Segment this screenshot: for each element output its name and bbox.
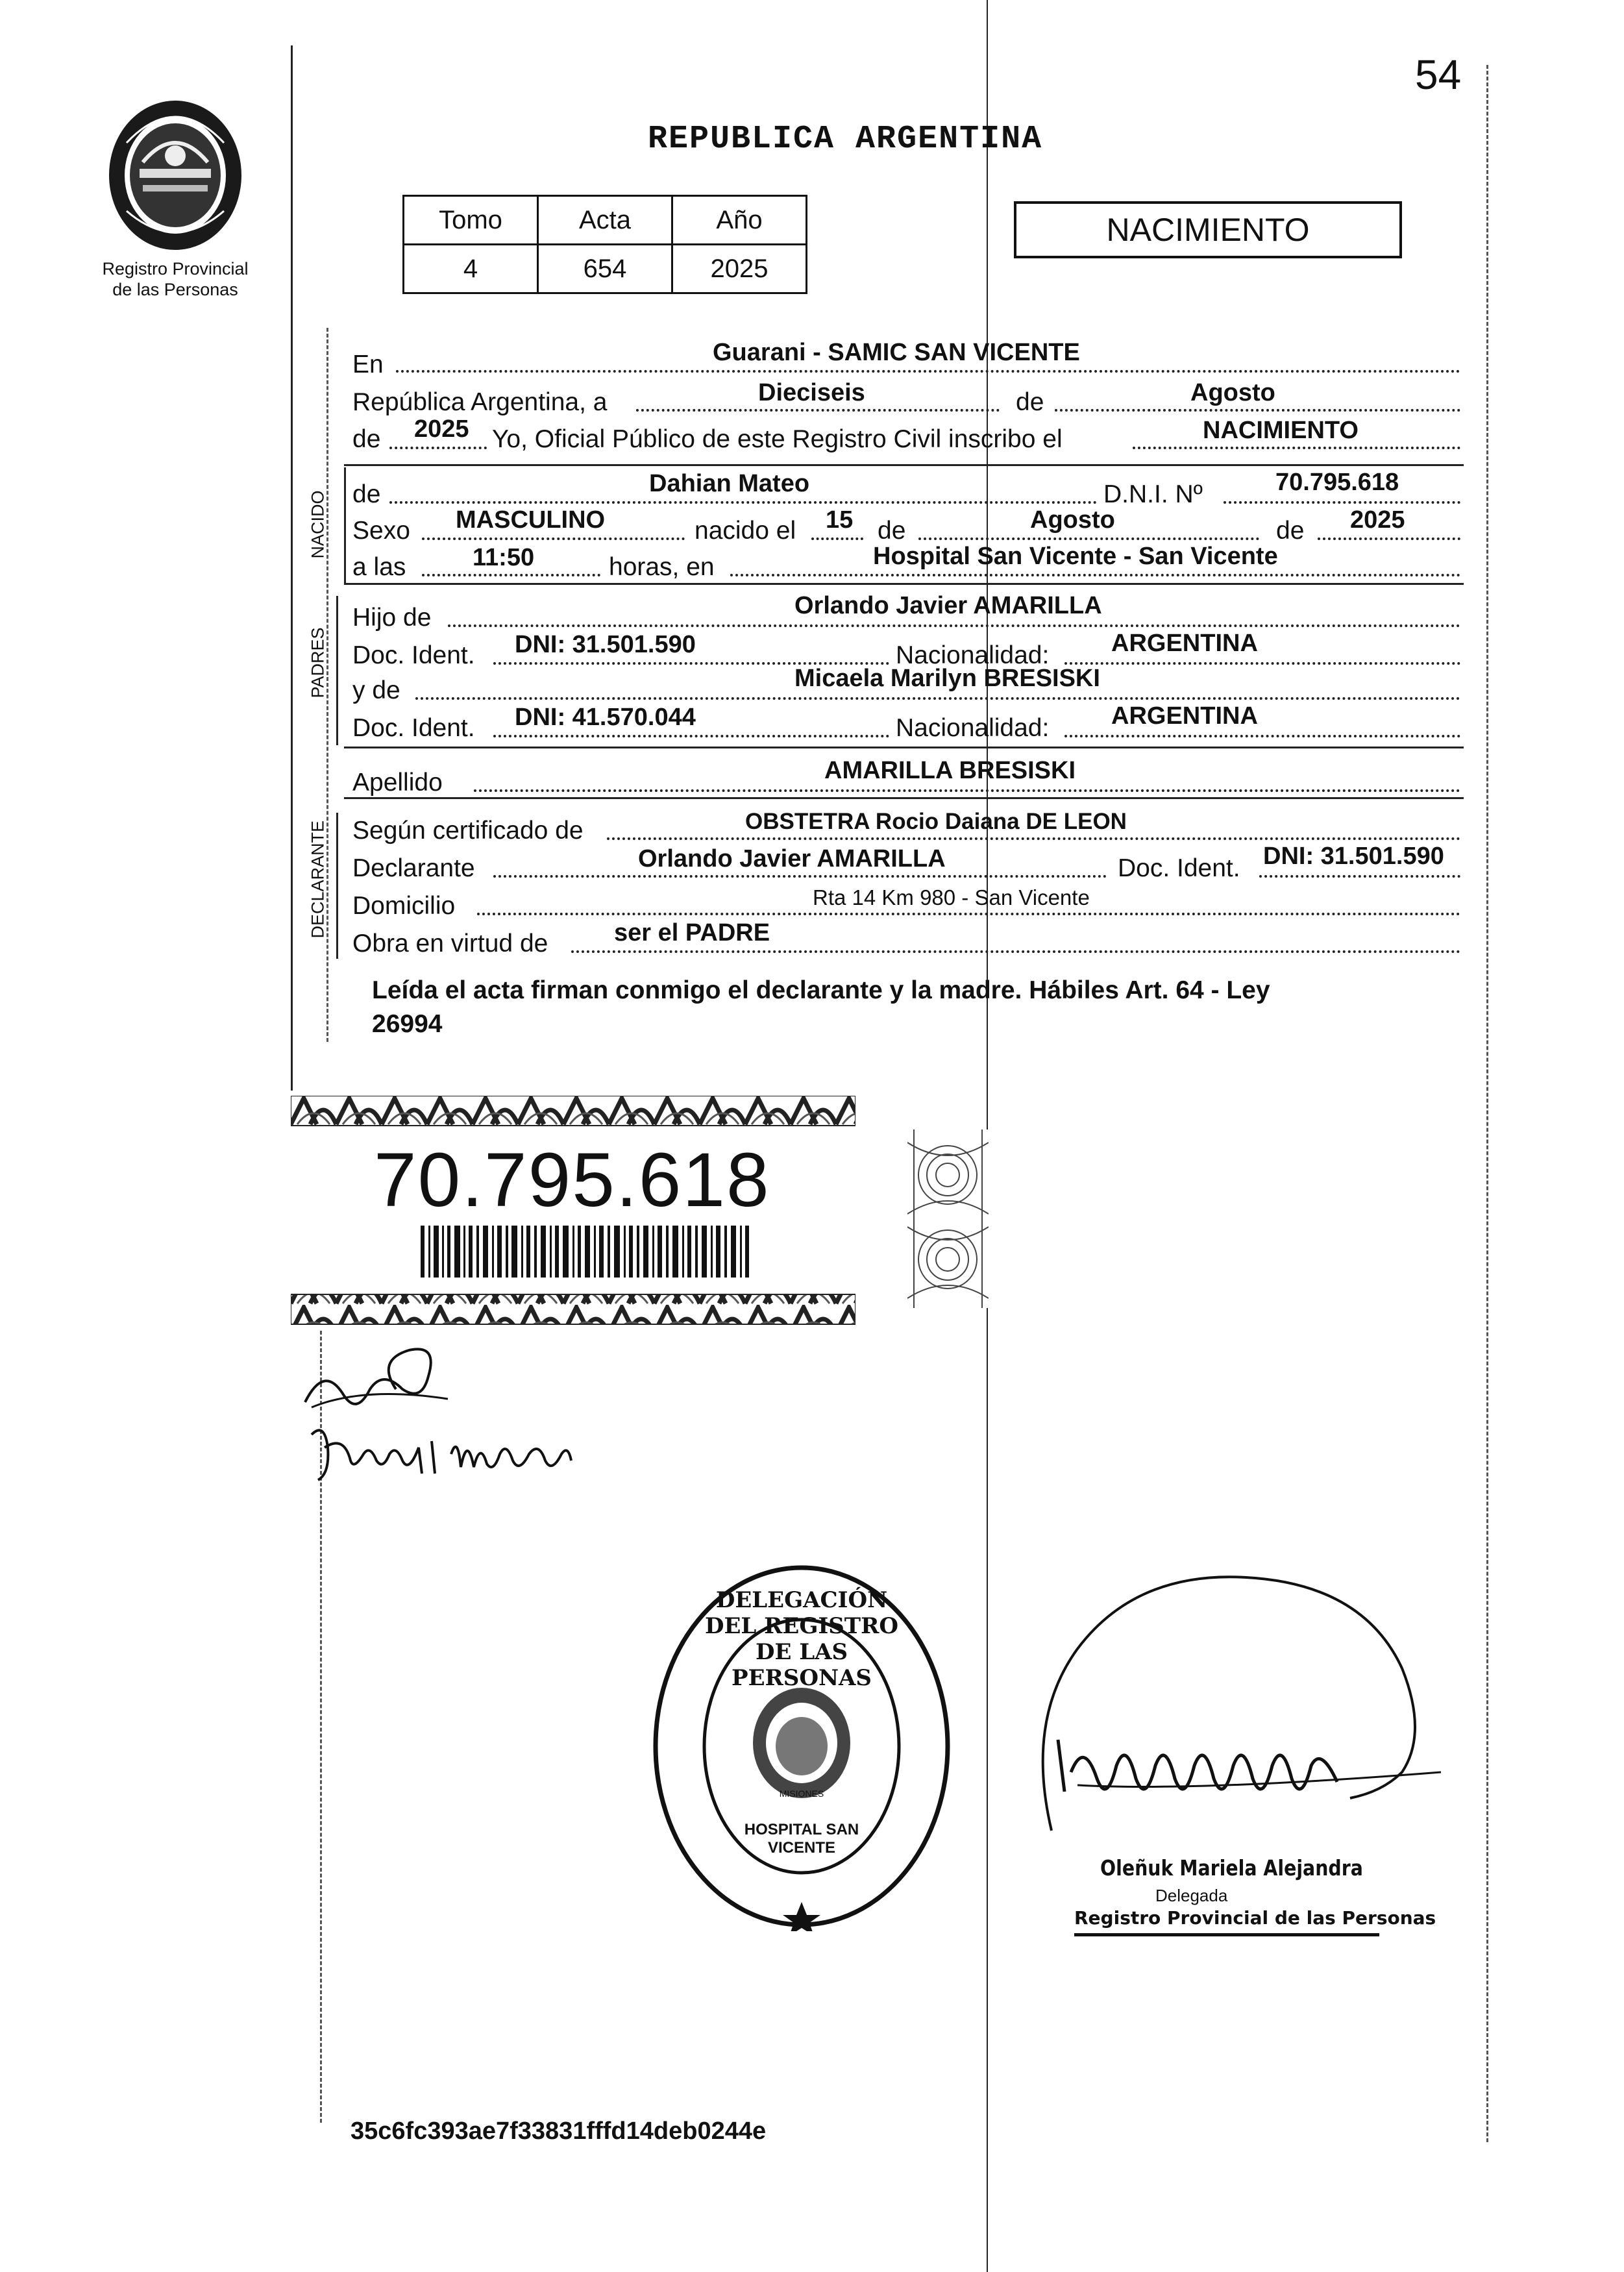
dots bbox=[389, 501, 1097, 504]
nacido-month-value: Agosto bbox=[1030, 506, 1115, 534]
nacido-de-label-3: de bbox=[1276, 517, 1305, 545]
padres-hijo-label: Hijo de bbox=[352, 604, 432, 632]
signature-father-icon bbox=[299, 1324, 454, 1422]
apellido-label: Apellido bbox=[352, 769, 443, 796]
record-value-tomo: 4 bbox=[404, 245, 538, 293]
padres-mother-nat-label: Nacionalidad: bbox=[896, 714, 1050, 742]
section-bracket-declarante bbox=[336, 813, 338, 959]
stamp-inner-text: HOSPITAL SAN VICENTE bbox=[744, 1821, 859, 1857]
nacido-de-label-2: de bbox=[878, 517, 906, 545]
section-label-padres: PADRES bbox=[308, 627, 328, 698]
section-label-nacido: NACIDO bbox=[308, 490, 328, 559]
left-margin-line bbox=[291, 45, 293, 1091]
dots bbox=[493, 875, 1107, 878]
intro-republica-label: República Argentina, a bbox=[352, 388, 608, 416]
dots bbox=[396, 370, 1460, 373]
dots bbox=[1064, 662, 1460, 665]
padres-yde-label: y de bbox=[352, 676, 400, 704]
section-separator bbox=[344, 464, 1464, 466]
section-separator bbox=[344, 747, 1464, 748]
dots bbox=[493, 735, 889, 737]
apellido-value: AMARILLA BRESISKI bbox=[824, 757, 1076, 784]
dots bbox=[1055, 409, 1460, 412]
nacido-nacido-label: nacido el bbox=[695, 517, 796, 545]
dots bbox=[448, 624, 1460, 627]
closing-text-line-1: Leída el acta firman conmigo el declarante y la madre. Hábiles Art. 64 - Ley bbox=[372, 976, 1270, 1004]
dots bbox=[1064, 735, 1460, 737]
nacido-sexo-label: Sexo bbox=[352, 517, 410, 545]
nacido-dni-value: 70.795.618 bbox=[1275, 469, 1399, 496]
organization-line-1: Registro Provincial bbox=[102, 259, 249, 278]
barcode-bars bbox=[421, 1226, 749, 1278]
nacido-sexo-value: MASCULINO bbox=[456, 506, 606, 534]
dots bbox=[415, 697, 1460, 700]
official-underline bbox=[1074, 1933, 1379, 1936]
dots bbox=[607, 837, 1460, 840]
section-separator bbox=[344, 797, 1464, 799]
padres-mother-doc-label: Doc. Ident. bbox=[352, 714, 475, 742]
nacido-year-value: 2025 bbox=[1350, 506, 1405, 534]
declarante-cert-value: OBSTETRA Rocio Daiana DE LEON bbox=[745, 809, 1127, 834]
intro-day-value: Dieciseis bbox=[758, 379, 865, 406]
intro-month-value: Agosto bbox=[1190, 379, 1275, 406]
intro-year-value: 2025 bbox=[414, 415, 469, 443]
nacido-day-value: 15 bbox=[826, 506, 854, 534]
intro-officer-text: Yo, Oficial Público de este Registro Civil inscribo el bbox=[492, 425, 1063, 453]
footer-hash: 35c6fc393ae7f33831fffd14deb0244e bbox=[351, 2118, 767, 2145]
section-bracket-padres bbox=[336, 596, 338, 745]
dots bbox=[811, 537, 863, 540]
official-stamp bbox=[649, 1561, 954, 1931]
nacido-de-label: de bbox=[352, 480, 381, 508]
nacido-alas-label: a las bbox=[352, 553, 406, 581]
intro-year-prefix: de bbox=[352, 425, 381, 453]
dots bbox=[1133, 447, 1460, 449]
declarante-obra-label: Obra en virtud de bbox=[352, 930, 548, 957]
intro-en-value: Guarani - SAMIC SAN VICENTE bbox=[713, 339, 1080, 366]
intro-de-label: de bbox=[1016, 388, 1044, 416]
signature-mother-icon bbox=[305, 1409, 578, 1493]
stamp-ring-text-visible: DELEGACIÓN DEL REGISTRO DE LAS PERSONAS bbox=[705, 1587, 898, 1691]
barcode-label bbox=[291, 1096, 855, 1329]
province-shield-icon bbox=[104, 97, 247, 253]
hologram-icon bbox=[907, 1130, 989, 1308]
mother-signature bbox=[305, 1409, 578, 1493]
organization-line-2: de las Personas bbox=[112, 280, 238, 299]
record-header-ano: Año bbox=[672, 196, 807, 245]
declarante-decl-label: Declarante bbox=[352, 854, 475, 882]
record-header-acta: Acta bbox=[538, 196, 672, 245]
dots bbox=[730, 574, 1460, 576]
dots bbox=[918, 537, 1259, 540]
section-label-declarante: DECLARANTE bbox=[308, 820, 328, 939]
dots bbox=[389, 447, 487, 449]
page-number: 54 bbox=[1415, 51, 1462, 98]
dots bbox=[1224, 501, 1460, 504]
dots bbox=[477, 913, 1460, 915]
padres-father-value: Orlando Javier AMARILLA bbox=[794, 592, 1102, 619]
padres-father-doc-label: Doc. Ident. bbox=[352, 641, 475, 669]
padres-father-doc-value: DNI: 31.501.590 bbox=[515, 631, 696, 658]
declarante-decl-value: Orlando Javier AMARILLA bbox=[638, 845, 946, 872]
hologram-seal bbox=[907, 1130, 989, 1308]
declarante-obra-value: ser el PADRE bbox=[614, 919, 770, 946]
padres-father-nat-value: ARGENTINA bbox=[1111, 630, 1258, 657]
dots bbox=[422, 537, 685, 540]
document-title: REPUBLICA ARGENTINA bbox=[648, 121, 1043, 158]
dots bbox=[474, 789, 1460, 792]
dots bbox=[1259, 875, 1460, 878]
signature-official-icon bbox=[1000, 1558, 1467, 1850]
dots bbox=[571, 950, 1460, 953]
declarante-dom-label: Domicilio bbox=[352, 892, 456, 920]
document-type-box: NACIMIENTO bbox=[1014, 201, 1402, 258]
record-header-tomo: Tomo bbox=[404, 196, 538, 245]
padres-father-nat-label: Nacionalidad: bbox=[896, 641, 1050, 669]
record-table-value-row bbox=[404, 245, 807, 293]
dots bbox=[1318, 537, 1460, 540]
section-bracket-nacido bbox=[344, 467, 346, 584]
declarante-doc-value: DNI: 31.501.590 bbox=[1263, 843, 1444, 870]
padres-mother-nat-value: ARGENTINA bbox=[1111, 702, 1258, 730]
nacido-name-value: Dahian Mateo bbox=[649, 470, 810, 497]
record-table-header-row bbox=[404, 196, 807, 245]
organization-name bbox=[71, 258, 279, 300]
province-logo bbox=[104, 97, 247, 253]
nacido-horas-label: horas, en bbox=[609, 553, 715, 581]
official-role: Delegada bbox=[1155, 1886, 1228, 1905]
right-margin-line bbox=[1486, 65, 1488, 2142]
closing-text-line-2: 26994 bbox=[372, 1010, 443, 1038]
declarante-doc-label: Doc. Ident. bbox=[1118, 854, 1240, 882]
intro-inscribe-value: NACIMIENTO bbox=[1203, 417, 1359, 444]
official-name: Oleñuk Mariela Alejandra bbox=[1100, 1855, 1363, 1881]
declarante-cert-label: Según certificado de bbox=[352, 817, 584, 845]
nacido-dni-label: D.N.I. Nº bbox=[1103, 480, 1203, 508]
intro-en-label: En bbox=[352, 351, 384, 378]
nacido-time-value: 11:50 bbox=[473, 544, 535, 571]
record-value-ano: 2025 bbox=[672, 245, 807, 293]
stamp-seal-text: MISIONES bbox=[779, 1788, 824, 1799]
padres-mother-value: Micaela Marilyn BRESISKI bbox=[794, 665, 1100, 692]
padres-mother-doc-value: DNI: 41.570.044 bbox=[515, 704, 696, 731]
declarante-dom-value: Rta 14 Km 980 - San Vicente bbox=[813, 885, 1090, 909]
declarant-signature bbox=[299, 1324, 454, 1422]
record-table bbox=[402, 195, 807, 294]
dots bbox=[422, 574, 600, 576]
official-signature bbox=[1000, 1558, 1467, 1850]
nacido-place-value: Hospital San Vicente - San Vicente bbox=[873, 543, 1278, 570]
dots bbox=[636, 409, 1000, 412]
official-org: Registro Provincial de las Personas bbox=[1074, 1907, 1436, 1929]
section-separator bbox=[344, 583, 1464, 585]
record-value-acta: 654 bbox=[538, 245, 672, 293]
barcode-number: 70.795.618 bbox=[374, 1137, 770, 1223]
